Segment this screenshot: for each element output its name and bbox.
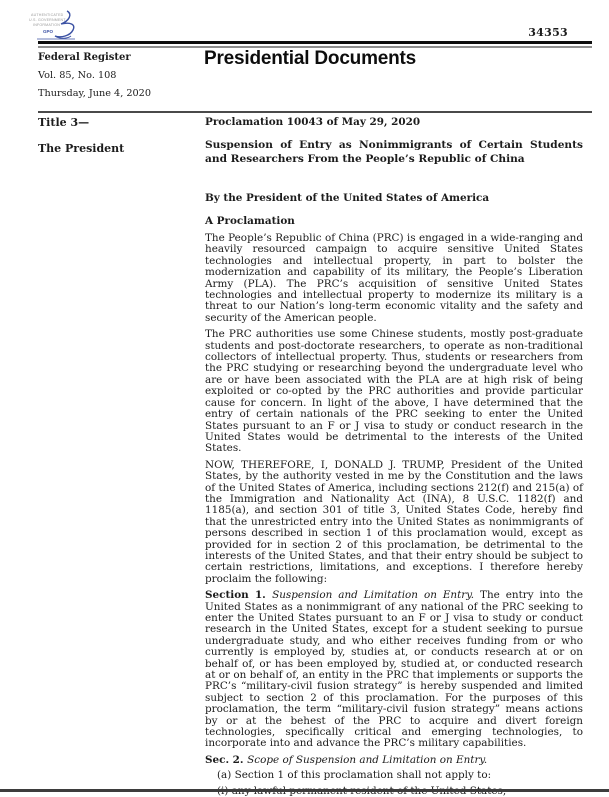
president-byline: By the President of the United States of America (205, 192, 490, 204)
paragraph-3: NOW, THEREFORE, I, DONALD J. TRUMP, President of the United States, by the authority vested in me by the Constitution and the laws of the United States of America, including sections 212(f) and 215(a) of the Immigration and Nationality Act (INA), 8 U.S.C. 1182(f) and 1185(a), and section 301 of title 3, United States Code, hereby find that the unrestricted entry into the United States as nonimmigrants of persons described in section 1 of this proclamation would, except as provided for in section 2 of this proclamation, be detrimental to the interests of the United States, and that their entry should be subject to certain restrictions, limitations, and exceptions. I therefore hereby proclaim the following: (205, 458, 583, 585)
proclamation-title-line2: and Researchers From the People’s Republic of China (205, 153, 525, 165)
section-2-item-a: (a) Section 1 of this proclamation shall not apply to: (217, 769, 492, 782)
masthead-divider-rule (38, 111, 592, 113)
section-2-heading (205, 755, 583, 766)
proclamation-body (205, 233, 583, 797)
section-2-title: Scope of Suspension and Limitation on Entry. (247, 753, 488, 766)
svg-text:U.S. GOVERNMENT: U.S. GOVERNMENT (29, 18, 66, 22)
section-heading-presidential-documents: Presidential Documents (204, 48, 417, 69)
masthead-left (38, 52, 151, 106)
paragraph-1: The People’s Republic of China (PRC) is engaged in a wide-ranging and heavily resourced campaign to acquire sensitive United States technologies and intellectual property, in part to bolster the modernization and capability of its military, the People’s Liberation Army (PLA). The PRC’s acquisition of sensitive United States technologies and intellectual property to modernize its military is a threat to our Nation’s long-term economic vitality and the safety and security of the American people. (205, 232, 583, 324)
proclamation-title-line1: Suspension of Entry as Nonimmigrants of Certain Students (205, 139, 583, 151)
svg-text:AUTHENTICATED: AUTHENTICATED (31, 13, 64, 17)
publication-name: Federal Register (38, 52, 131, 63)
document-column (205, 116, 583, 797)
top-double-rule (38, 41, 592, 48)
svg-text:INFORMATION: INFORMATION (33, 23, 61, 27)
section-1-title: Suspension and Limitation on Entry. (272, 589, 475, 602)
rule-black-line (38, 41, 592, 44)
title-3-label: Title 3— (38, 116, 90, 129)
section-1-body: The entry into the United States as a nonimmigrant of any national of the PRC seeking to enter the United States pursuant to an F or J visa to study or conduct research in the United States, except for a student seeking to pursue undergraduate study, and who either receives funding from or who currently is employed by, studies at, or conducts research at or on behalf of, or has been employed by, studied at, or conducted research at or on behalf of, an entity in the PRC that implements or supports the PRC’s “military-civil fusion strategy” is hereby suspended and limited subject to section 2 of this proclamation. For the purposes of this proclamation, the term “military-civil fusion strategy” means actions by or at the behest of the PRC to acquire and divert foreign technologies, specifically critical and emerging technologies, to incorporate into and advance the PRC’s military capabilities. (205, 589, 583, 750)
paragraph-2: The PRC authorities use some Chinese students, mostly post-graduate students and post-doctorate researchers, to operate as non-traditional collectors of intellectual property. Thus, students or researchers from the PRC studying or researching beyond the undergraduate level who are or have been associated with the PLA are at high risk of being exploited or co-opted by the PRC authorities and provide particular cause for concern. In light of the above, I have determined that the entry of certain nationals of the PRC seeking to enter the United States pursuant to an F or J visa to study or conduct research in the United States would be detrimental to the interests of the United States. (205, 328, 583, 455)
section-1-label: Section 1. (205, 589, 273, 602)
proclamation-number-line: Proclamation 10043 of May 29, 2020 (205, 116, 421, 128)
svg-text:GPO: GPO (43, 29, 54, 34)
volume-line: Vol. 85, No. 108 (38, 70, 117, 81)
margin-notes (38, 116, 188, 168)
proclamation-title (205, 138, 583, 166)
a-proclamation-heading: A Proclamation (205, 215, 295, 227)
date-line: Thursday, June 4, 2020 (38, 88, 152, 99)
section-1-paragraph (205, 590, 583, 750)
section-2-label: Sec. 2. (205, 753, 248, 766)
page-number: 34353 (528, 26, 568, 39)
the-president-label: The President (38, 142, 125, 155)
